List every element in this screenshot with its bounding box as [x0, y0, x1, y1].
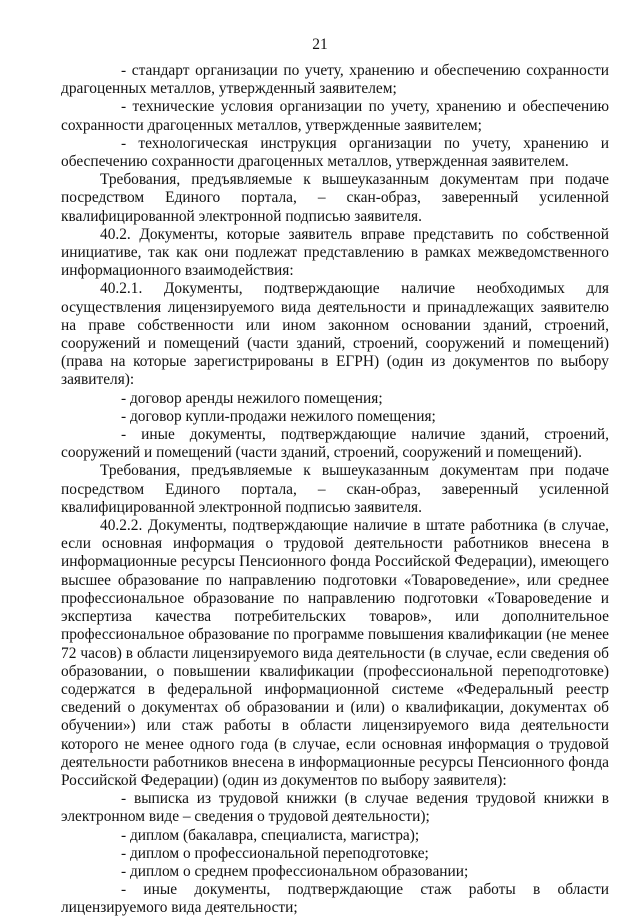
list-item-sale: - договор купли-продажи нежилого помещения; [121, 407, 436, 425]
paragraph-technological-instruction: - технологическая инструкция организации по учету, хранению и обеспечению сохранности драгоценных металлов, утвержденная заявителем. [61, 134, 609, 171]
page-number: 21 [312, 36, 328, 53]
list-item-secondary-diploma: - диплом о среднем профессиональном образовании; [121, 862, 469, 880]
paragraph-40-2: 40.2. Документы, которые заявитель вправе представить по собственной инициативе, так как они подлежат представлению в рамках межведомственного информационного взаимодействия: [61, 225, 609, 280]
paragraph-requirements-1: Требования, предъявляемые к вышеуказанным документам при подаче посредством Единого портала, – скан-образ, заверенный усиленной квалифицированной электронной подписью заявителя. [61, 171, 609, 225]
list-item-diploma: - диплом (бакалавра, специалиста, магистра); [121, 826, 420, 844]
paragraph-40-2-1: 40.2.1. Документы, подтверждающие наличие необходимых для осуществления лицензируемого вида деятельности и принадлежащих заявителю на праве собственности или ином законном основании зданий, строений, сооружений и помещений (части зданий, строений, сооружений и помещений) (права на которые зарегистрированы в ЕГРН) (один из документов по выбору заявителя): [61, 280, 609, 389]
document-body [61, 62, 609, 918]
paragraph-technical-conditions: - технические условия организации по учету, хранению и обеспечению сохранности драгоценных металлов, утвержденные заявителем; [61, 98, 609, 134]
list-item-work-book: - выписка из трудовой книжки (в случае ведения трудовой книжки в электронном виде – сведения о трудовой деятельности); [61, 790, 609, 826]
paragraph-requirements-2: Требования, предъявляемые к вышеуказанным документам при подаче посредством Единого портала, – скан-образ, заверенный усиленной квалифицированной электронной подписью заявителя. [61, 462, 609, 516]
list-item-other-building-docs: - иные документы, подтверждающие наличие зданий, строений, сооружений и помещений (части зданий, строений, сооружений и помещений). [61, 426, 609, 462]
list-item-retraining: - диплом о профессиональной переподготовке; [121, 844, 429, 862]
paragraph-40-2-2: 40.2.2. Документы, подтверждающие наличие в штате работника (в случае, если основная информация о трудовой деятельности работников внесена в информационные ресурсы Пенсионного фонда Российской Федерации), имеющего высшее образование по направлению подготовки «Товароведение», или среднее профессиональное образование по направлению подготовки «Товароведение и экспертиза качества потребительских товаров», или дополнительное профессиональное образование по программе повышения квалификации (не менее 72 часов) в области лицензируемого вида деятельности (в случае, если сведения об образовании, о повышении квалификации (профессиональной переподготовке) содержатся в федеральной информационной системе «Федеральный реестр сведений о документах об образовании и (или) о квалификации, документах об обучении») или стаж работы в области лицензируемого вида деятельности которого не менее одного года (в случае, если основная информация о трудовой деятельности работников внесена в информационные ресурсы Пенсионного фонда Российской Федерации) (один из документов по выбору заявителя): [61, 517, 609, 789]
list-item-lease: - договор аренды нежилого помещения; [121, 389, 383, 407]
paragraph-org-standard: - стандарт организации по учету, хранению и обеспечению сохранности драгоценных металлов, утвержденный заявителем; [61, 62, 609, 98]
list-item-other-experience-docs: - иные документы, подтверждающие стаж работы в области лицензируемого вида деятельности; [61, 881, 609, 917]
